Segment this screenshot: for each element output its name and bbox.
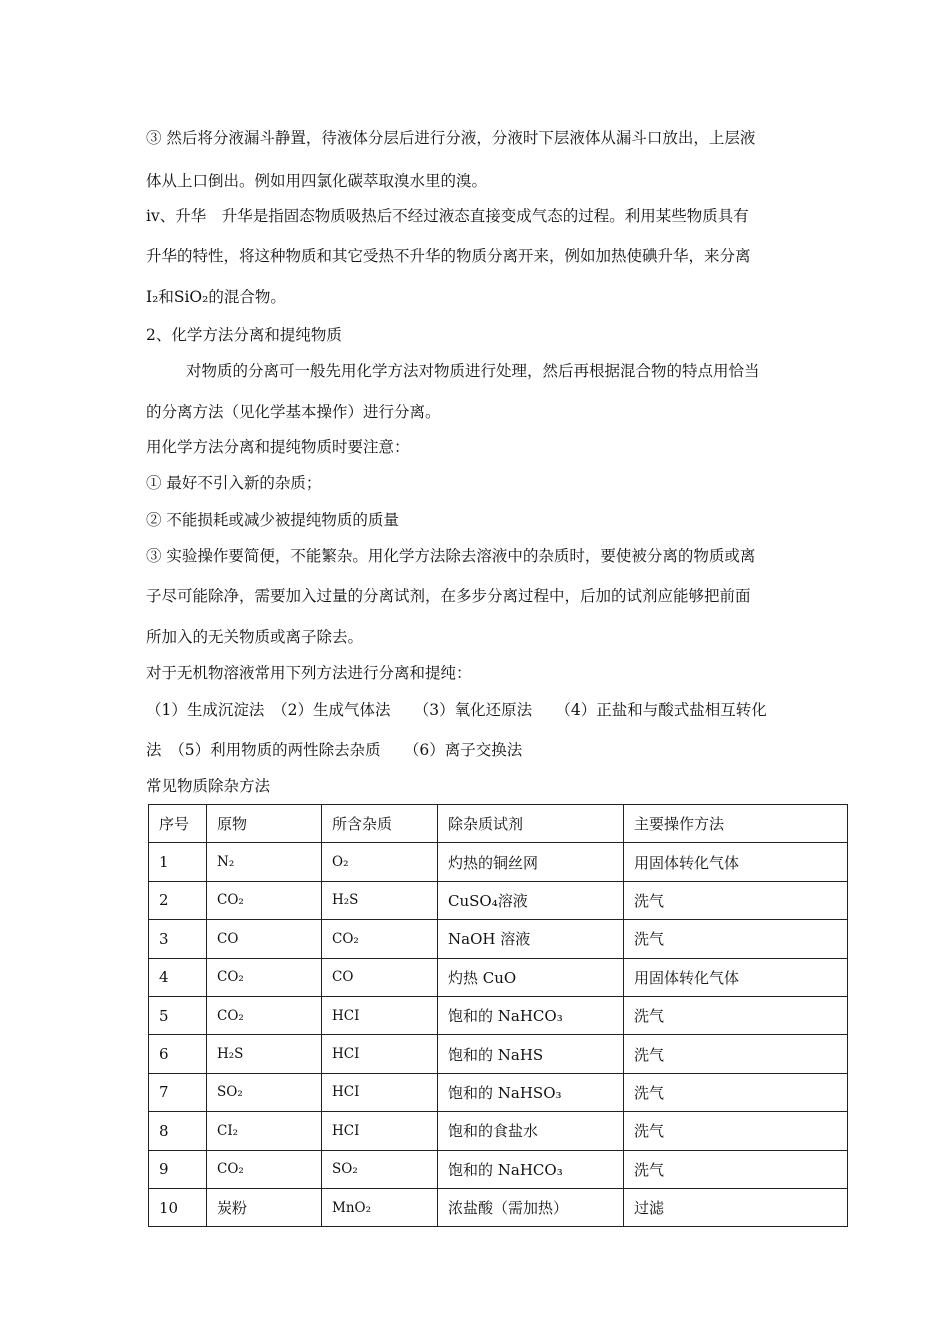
paragraph-sublimation-cont: 升华的特性，将这种物质和其它受热不升华的物质分离开来，例如加热使碘升华，来分离 [146, 247, 751, 265]
paragraph-chemical-intro: 对物质的分离可一般先用化学方法对物质进行处理，然后再根据混合物的特点用恰当 [186, 362, 760, 380]
note-item-3: ③ 实验操作要简便，不能繁杂。用化学方法除去溶液中的杂质时，要使被分离的物质或离 [146, 547, 756, 565]
cell-substance: SO₂ [207, 1073, 322, 1111]
cell-reagent: 灼热的铜丝网 [438, 843, 624, 881]
cell-reagent: 灼热 CuO [438, 958, 624, 996]
cell-operation: 洗气 [624, 1112, 848, 1150]
cell-operation: 洗气 [624, 881, 848, 919]
cell-reagent: 饱和的 NaHSO₃ [438, 1073, 624, 1111]
cell-operation: 洗气 [624, 996, 848, 1034]
header-reagent: 除杂质试剂 [438, 805, 624, 843]
cell-operation: 过滤 [624, 1188, 848, 1226]
cell-impurity: CO₂ [322, 920, 438, 958]
cell-substance: H₂S [207, 1035, 322, 1073]
table-row [149, 881, 848, 919]
cell-impurity: CO [322, 958, 438, 996]
cell-reagent: 饱和的食盐水 [438, 1112, 624, 1150]
cell-index: 9 [149, 1150, 207, 1188]
table-header-row [149, 805, 848, 843]
cell-substance: CO [207, 920, 322, 958]
table-row [149, 1073, 848, 1111]
header-index: 序号 [149, 805, 207, 843]
cell-operation: 洗气 [624, 1035, 848, 1073]
cell-index: 5 [149, 996, 207, 1034]
cell-impurity: O₂ [322, 843, 438, 881]
cell-substance: N₂ [207, 843, 322, 881]
cell-index: 4 [149, 958, 207, 996]
table-row [149, 920, 848, 958]
cell-operation: 洗气 [624, 1073, 848, 1111]
cell-reagent: 饱和的 NaHCO₃ [438, 1150, 624, 1188]
cell-index: 1 [149, 843, 207, 881]
table-row [149, 996, 848, 1034]
cell-substance: CI₂ [207, 1112, 322, 1150]
table-row [149, 1150, 848, 1188]
header-impurity: 所含杂质 [322, 805, 438, 843]
cell-impurity: HCI [322, 1112, 438, 1150]
cell-reagent: 浓盐酸（需加热） [438, 1188, 624, 1226]
table-row [149, 843, 848, 881]
section-heading-chemical-methods: 2、化学方法分离和提纯物质 [146, 326, 342, 344]
cell-impurity: HCI [322, 996, 438, 1034]
cell-substance: CO₂ [207, 996, 322, 1034]
cell-index: 3 [149, 920, 207, 958]
cell-index: 10 [149, 1188, 207, 1226]
cell-reagent: 饱和的 NaHS [438, 1035, 624, 1073]
cell-operation: 用固体转化气体 [624, 843, 848, 881]
cell-impurity: HCI [322, 1035, 438, 1073]
note-item-1: ① 最好不引入新的杂质； [146, 474, 322, 492]
impurity-removal-table [148, 804, 848, 1227]
cell-operation: 用固体转化气体 [624, 958, 848, 996]
paragraph-sublimation-example: I₂和SiO₂的混合物。 [146, 288, 286, 306]
cell-index: 2 [149, 881, 207, 919]
paragraph-chemical-intro-cont: 的分离方法（见化学基本操作）进行分离。 [146, 403, 441, 421]
table-row [149, 958, 848, 996]
paragraph-inorganic-methods: 对于无机物溶液常用下列方法进行分离和提纯： [146, 664, 472, 682]
paragraph-separation-step3-cont: 体从上口倒出。例如用四氯化碳萃取溴水里的溴。 [146, 172, 488, 190]
note-item-3-cont2: 所加入的无关物质或离子除去。 [146, 628, 364, 646]
cell-index: 8 [149, 1112, 207, 1150]
cell-substance: 炭粉 [207, 1188, 322, 1226]
cell-operation: 洗气 [624, 920, 848, 958]
cell-impurity: H₂S [322, 881, 438, 919]
cell-substance: CO₂ [207, 881, 322, 919]
table-row [149, 1188, 848, 1226]
cell-reagent: 饱和的 NaHCO₃ [438, 996, 624, 1034]
header-operation: 主要操作方法 [624, 805, 848, 843]
cell-impurity: SO₂ [322, 1150, 438, 1188]
cell-substance: CO₂ [207, 1150, 322, 1188]
paragraph-separation-step3: ③ 然后将分液漏斗静置，待液体分层后进行分液，分液时下层液体从漏斗口放出，上层液 [146, 129, 756, 147]
cell-index: 6 [149, 1035, 207, 1073]
table-row [149, 1035, 848, 1073]
cell-reagent: NaOH 溶液 [438, 920, 624, 958]
cell-substance: CO₂ [207, 958, 322, 996]
table-caption: 常见物质除杂方法 [146, 777, 271, 795]
note-item-2: ② 不能损耗或减少被提纯物质的质量 [146, 511, 399, 529]
cell-impurity: HCI [322, 1073, 438, 1111]
table-row [149, 1112, 848, 1150]
cell-operation: 洗气 [624, 1150, 848, 1188]
paragraph-notes-heading: 用化学方法分离和提纯物质时要注意： [146, 438, 410, 456]
cell-reagent: CuSO₄溶液 [438, 881, 624, 919]
paragraph-sublimation: ⅳ、升华 升华是指固态物质吸热后不经过液态直接变成气态的过程。利用某些物质具有 [146, 207, 749, 225]
cell-impurity: MnO₂ [322, 1188, 438, 1226]
note-item-3-cont: 子尽可能除净，需要加入过量的分离试剂，在多步分离过程中，后加的试剂应能够把前面 [146, 587, 751, 605]
methods-list: （1）生成沉淀法 （2）生成气体法 （3）氧化还原法 （4）正盐和与酸式盐相互转化 [146, 701, 767, 719]
header-substance: 原物 [207, 805, 322, 843]
cell-index: 7 [149, 1073, 207, 1111]
methods-list-cont: 法 （5）利用物质的两性除去杂质 （6）离子交换法 [146, 741, 523, 759]
